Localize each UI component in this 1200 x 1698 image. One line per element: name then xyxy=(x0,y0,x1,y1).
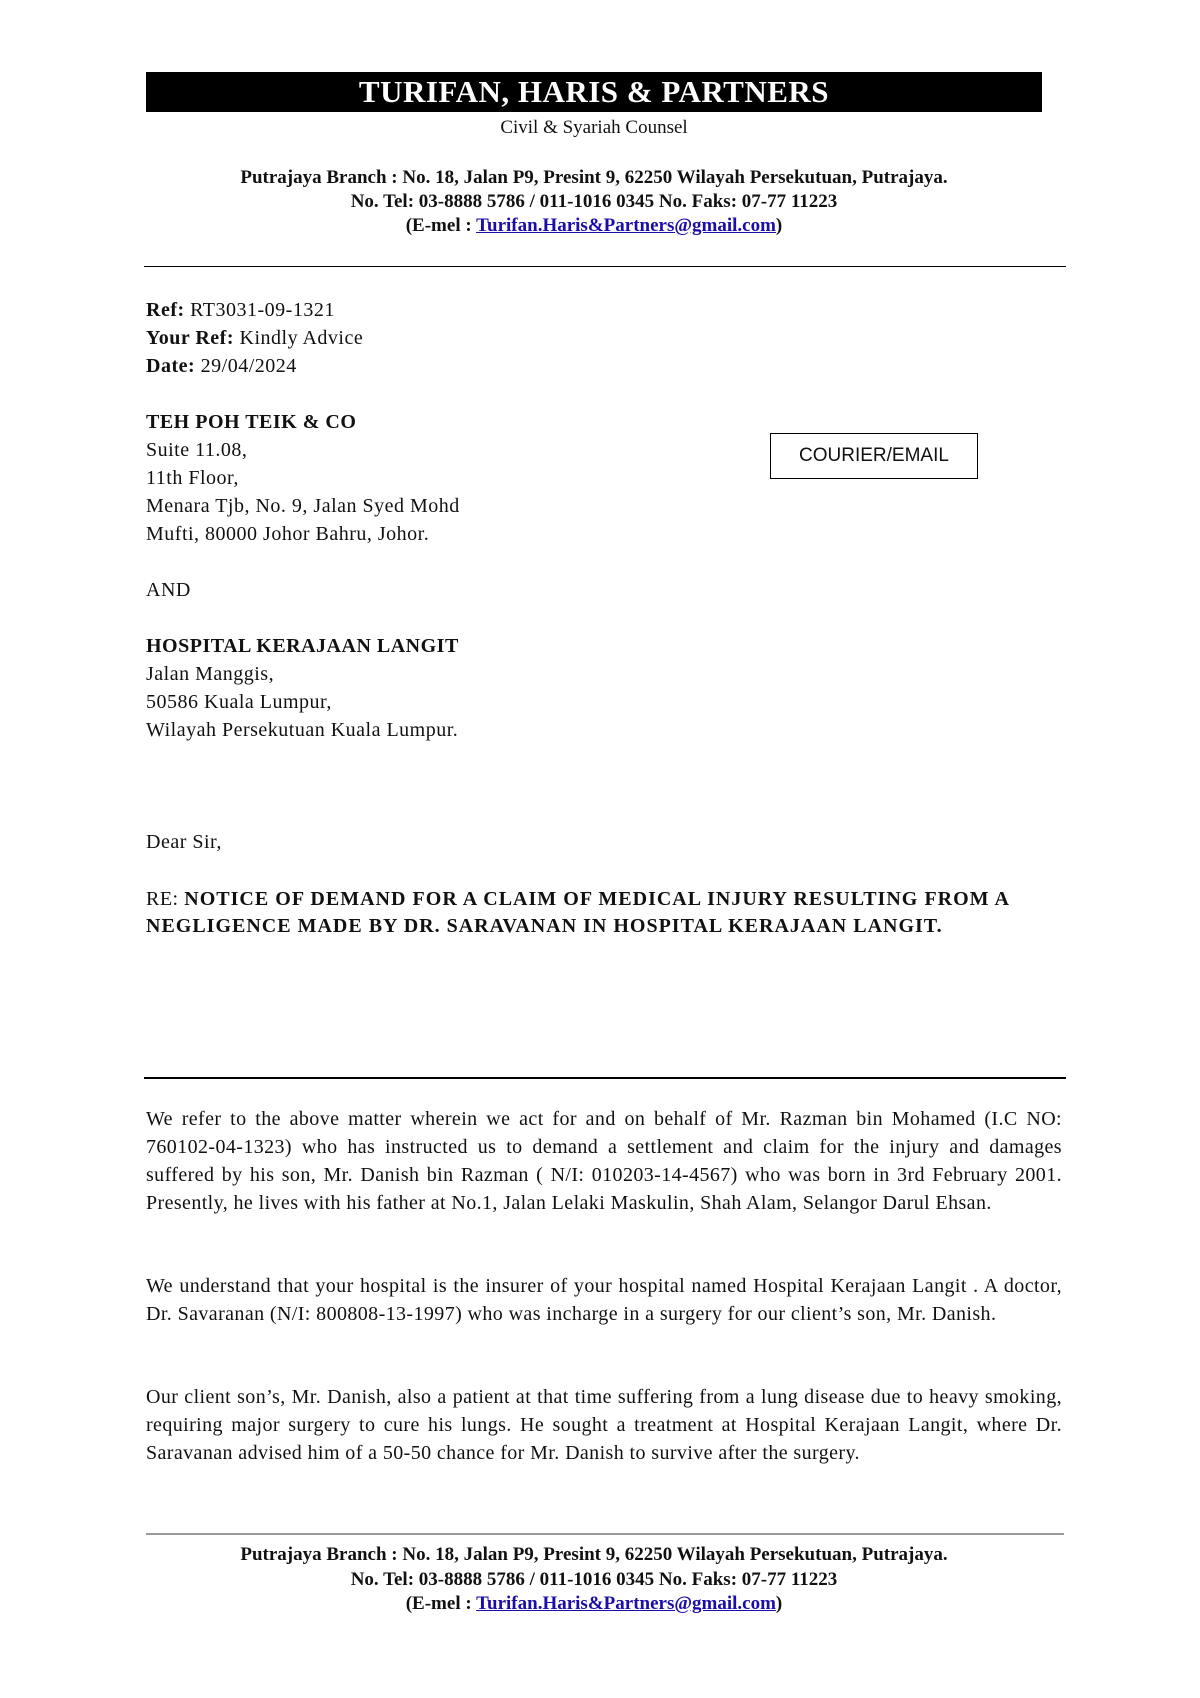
header-email-prefix: (E-mel : xyxy=(405,215,477,236)
date-value: 29/04/2024 xyxy=(195,355,297,377)
ref-line xyxy=(146,299,335,322)
your-ref-value: Kindly Advice xyxy=(234,327,364,349)
subject-line xyxy=(146,886,1010,940)
subject-text: NOTICE OF DEMAND FOR A CLAIM OF MEDICAL INJURY RESULTING FROM A NEGLIGENCE MADE BY DR. SARAVANAN IN HOSPITAL KERAJAAN LANGIT. xyxy=(146,888,1010,937)
ref-label: Ref: xyxy=(146,299,185,321)
your-ref-line xyxy=(146,327,363,350)
recipient1-address-line: Menara Tjb, No. 9, Jalan Syed Mohd xyxy=(146,495,460,517)
footer-divider xyxy=(146,1533,1064,1535)
recipient1-address-line: 11th Floor, xyxy=(146,467,239,489)
header-address: Putrajaya Branch : No. 18, Jalan P9, Presint 9, 62250 Wilayah Persekutuan, Putrajaya. xyxy=(240,167,948,188)
body-paragraph: We understand that your hospital is the insurer of your hospital named Hospital Kerajaan Langit . A doctor, Dr. Savaranan (N/I: 800808-13-1997) who was incharge in a surgery for our client’s son, Mr. Danish. xyxy=(146,1275,1062,1325)
header-divider xyxy=(144,266,1066,267)
your-ref-label: Your Ref: xyxy=(146,327,235,349)
courier-email-box: COURIER/EMAIL xyxy=(770,433,978,479)
date-line xyxy=(146,355,297,378)
recipient2-address-line: Wilayah Persekutuan Kuala Lumpur. xyxy=(146,719,459,741)
header-email-suffix: ) xyxy=(775,215,783,236)
firm-tagline: Civil & Syariah Counsel xyxy=(500,117,688,138)
header-email-line xyxy=(146,215,1042,237)
date-label: Date: xyxy=(146,355,196,377)
footer-email-link[interactable]: Turifan.Haris&Partners@gmail.com xyxy=(476,1593,776,1614)
footer-email-line xyxy=(146,1593,1042,1615)
recipient1-name: TEH POH TEIK & CO xyxy=(146,411,357,433)
footer-email-prefix: (E-mel : xyxy=(405,1593,477,1614)
body-paragraph: We refer to the above matter wherein we act for and on behalf of Mr. Razman bin Mohamed (I.C NO: 760102-04-1323) who has instructed us to demand a settlement and claim for the injury and damages suffered by his son, Mr. Danish bin Razman ( N/I: 010203-14-4567) who was born in 3rd February 2001. Presently, he lives with his father at No.1, Jalan Lelaki Maskulin, Shah Alam, Selangor Darul Ehsan. xyxy=(146,1108,1062,1214)
recipient2-address-line: Jalan Manggis, xyxy=(146,663,275,685)
footer-email-suffix: ) xyxy=(775,1593,783,1614)
body-paragraph: Our client son’s, Mr. Danish, also a patient at that time suffering from a lung disease due to heavy smoking, requiring major surgery to cure his lungs. He sought a treatment at Hospital Kerajaan Langit, where Dr. Saravanan advised him of a 50-50 chance for Mr. Danish to survive after the surgery. xyxy=(146,1386,1062,1464)
salutation: Dear Sir, xyxy=(146,831,222,853)
and-separator: AND xyxy=(146,579,191,601)
header-email-link[interactable]: Turifan.Haris&Partners@gmail.com xyxy=(476,215,776,236)
subject-prefix: RE: xyxy=(146,888,185,910)
footer-address: Putrajaya Branch : No. 18, Jalan P9, Presint 9, 62250 Wilayah Persekutuan, Putrajaya. xyxy=(240,1544,948,1565)
recipient2-name: HOSPITAL KERAJAAN LANGIT xyxy=(146,635,459,657)
footer-phone: No. Tel: 03-8888 5786 / 011-1016 0345 No. Faks: 07-77 11223 xyxy=(350,1569,838,1590)
recipient2-address-line: 50586 Kuala Lumpur, xyxy=(146,691,332,713)
subject-divider xyxy=(144,1077,1066,1079)
header-phone: No. Tel: 03-8888 5786 / 011-1016 0345 No. Faks: 07-77 11223 xyxy=(350,191,838,212)
recipient1-address-line: Mufti, 80000 Johor Bahru, Johor. xyxy=(146,523,430,545)
ref-value: RT3031-09-1321 xyxy=(184,299,335,321)
firm-name-banner: TURIFAN, HARIS & PARTNERS xyxy=(146,72,1042,112)
recipient1-address-line: Suite 11.08, xyxy=(146,439,248,461)
